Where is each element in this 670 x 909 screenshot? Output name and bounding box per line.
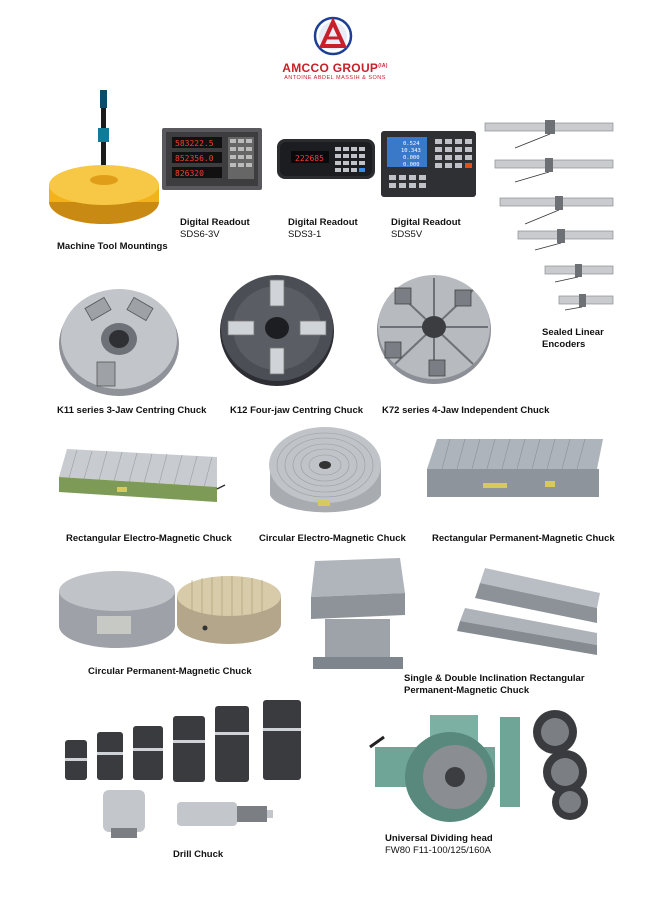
circ-pm-chuck-image <box>57 566 287 656</box>
dro-sds5v-image <box>381 131 476 197</box>
dro-sds3-image <box>277 139 375 179</box>
circ-pm-caption: Circular Permanent-Magnetic Chuck <box>88 666 252 677</box>
svg-text:10.343: 10.343 <box>401 148 421 154</box>
rect-em-chuck-image <box>57 447 227 507</box>
encoders-caption: Sealed Linear Encoders <box>542 327 604 350</box>
inclination-caption: Single & Double Inclination Rectangular Permanent-Magnetic Chuck <box>404 673 585 696</box>
k11-chuck-image <box>57 282 182 397</box>
svg-text:583222.5: 583222.5 <box>175 139 214 148</box>
dividing-head-image <box>370 697 620 827</box>
k12-caption: K12 Four-jaw Centring Chuck <box>230 405 364 416</box>
rect-pm-caption: Rectangular Permanent-Magnetic Chuck <box>432 533 615 544</box>
rect-pm-chuck-image <box>425 437 605 502</box>
mountings-caption: Machine Tool Mountings <box>57 241 168 252</box>
brand-tagline: ANTOINE ABDEL MASSIH & SONS <box>284 75 386 81</box>
k11-caption: K11 series 3-Jaw Centring Chuck <box>57 405 207 416</box>
circ-em-chuck-image <box>268 425 383 520</box>
dro-sds6-image <box>162 128 262 190</box>
svg-text:0.000: 0.000 <box>403 155 420 161</box>
svg-text:826320: 826320 <box>175 169 204 178</box>
svg-text:0.524: 0.524 <box>403 141 420 147</box>
brand-name: AMCCO $GROUP^{(IA)}$ <box>282 61 388 75</box>
svg-text:0.000: 0.000 <box>403 162 420 168</box>
amcco-logo <box>313 16 353 56</box>
k72-chuck-image <box>375 270 493 385</box>
rect-em-caption: Rectangular Electro-Magnetic Chuck <box>66 533 232 544</box>
k12-chuck-image <box>218 270 336 388</box>
dro2-caption: Digital Readout SDS3-1 <box>288 217 358 240</box>
drill-chuck-image <box>57 700 317 850</box>
circ-em-caption: Circular Electro-Magnetic Chuck <box>259 533 406 544</box>
dividing-caption: Universal Dividing head FW80 F11-100/125/160A <box>385 833 493 856</box>
dro3-caption: Digital Readout SDS5V <box>391 217 461 240</box>
k72-caption: K72 series 4-Jaw Independent Chuck <box>382 405 550 416</box>
mounting-image <box>47 90 162 230</box>
inclination-chuck-image <box>305 553 605 673</box>
dro1-caption: Digital Readout SDS6-3V <box>180 217 250 240</box>
svg-text:222685: 222685 <box>295 154 324 163</box>
linear-encoders-image <box>485 118 615 318</box>
svg-text:852356.0: 852356.0 <box>175 154 214 163</box>
drill-caption: Drill Chuck <box>173 849 224 860</box>
